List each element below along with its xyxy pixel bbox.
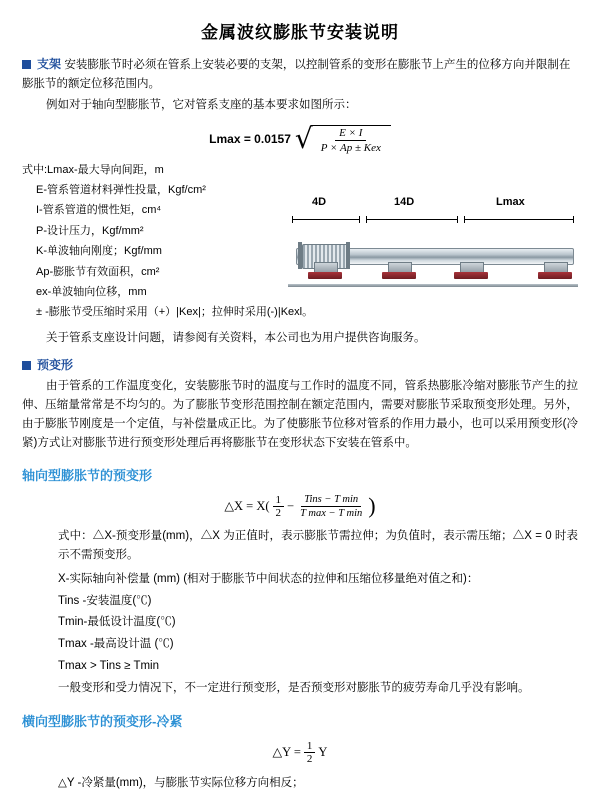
- formula-axial-half-num: 1: [273, 494, 285, 507]
- heading-lateral-predeform: 横向型膨胀节的预变形-冷紧: [22, 713, 183, 729]
- formula-lmax-sqrt: [294, 121, 391, 155]
- section-lateral-where: △Y -冷紧量(mm)，与膨胀节实际位移方向相反；: [58, 776, 304, 789]
- section-predeform-para1: 由于管系的工作温度变化，安装膨胀节时的温度与工作时的温度不同，管系热膨胀冷缩对膨胀节产生的拉伸、压缩量常常是不均匀的。为了膨胀节变形范围控制在额定范围内，需要对膨胀节采取预变形处理。另外，由于膨胀节刚度是一个定值，与补偿量成正比。为了使膨胀节位移对管系的作用力最小，也可以采用预变形(冷紧)方式让对膨胀节进行预变形处理后再将膨胀节在变形状态下安装在管系中。: [22, 379, 578, 449]
- figure-label-lmax: Lmax: [496, 196, 525, 208]
- legend-line: I-管系管道的惯性矩，cm⁴: [36, 204, 162, 217]
- formula-axial-predeform: [22, 494, 578, 519]
- section-axial-note: 一般变形和受力情况下，不一定进行预变形，是否预变形对膨胀节的疲劳寿命几乎没有影响。: [58, 681, 530, 694]
- formula-lmax: [22, 121, 578, 155]
- section-support-para2: 例如对于轴向型膨胀节，它对管系支座的基本要求如图所示：: [46, 98, 357, 111]
- page-title: 金属波纹膨胀节安装说明: [201, 23, 399, 43]
- legend-line: P-设计压力，Kgf/mm²: [36, 224, 144, 237]
- formula-axial-lhs: △X = X(: [224, 499, 270, 514]
- section-support-para1: 安装膨胀节时必须在管系上安装必要的支架，以控制管系的变形在膨胀节上产生的位移方向并限制在膨胀节的额定位移范围内。: [22, 59, 571, 91]
- formula-axial-fraction: [297, 494, 365, 519]
- formula-axial-half-den: 2: [275, 506, 282, 519]
- formula-lateral-half-num: 1: [304, 740, 316, 753]
- legend-line: ex-单波轴向位移，mm: [36, 285, 147, 298]
- formula-lateral-predeform: [22, 740, 578, 765]
- radical-icon: √: [294, 121, 313, 155]
- pipe-support: [538, 262, 572, 284]
- formula-axial-frac-den: T max − T min: [300, 507, 363, 519]
- section-axial-where: 式中：△X-预变形量(mm)，△X 为正值时，表示膨胀节需拉伸；为负值时，表示需压缩；△X = 0 时表示不需预变形。: [58, 529, 578, 561]
- formula-lmax-numerator: E × I: [335, 127, 366, 141]
- legend-line: ± -膨胀节受压缩时采用（+）|Kex|；拉伸时采用(-)|Kexl。: [36, 306, 314, 319]
- dimension-line: [292, 219, 360, 220]
- section-heading-support-label: 支架: [37, 57, 62, 72]
- list-item: Tmin-最低设计温度(℃): [58, 616, 176, 629]
- figure-label-14d: 14D: [394, 196, 415, 208]
- support-base: [308, 272, 342, 279]
- list-item: Tmax > Tins ≥ Tmin: [58, 660, 159, 673]
- section-heading-predeform: [22, 356, 578, 375]
- formula-lateral-lhs: △Y =: [272, 745, 301, 760]
- pipe-support: [382, 262, 416, 284]
- legend-line: 式中:Lmax-最大导向间距，m: [22, 163, 164, 176]
- section-heading-predeform-label: 预变形: [37, 357, 74, 372]
- list-item: Tmax -最高设计温 (℃): [58, 638, 174, 651]
- section-heading-support: [22, 55, 578, 94]
- pipe-support: [454, 262, 488, 284]
- formula-lateral-rhs: Y: [318, 744, 328, 759]
- list-item: X-实际轴向补偿量 (mm) (相对于膨胀节中间状态的拉伸和压缩位移量绝对值之和)：: [58, 572, 479, 585]
- formula-axial-minus: −: [287, 498, 295, 513]
- support-note: 关于管系支座设计问题，请参阅有关资料，本公司也为用户提供咨询服务。: [46, 331, 426, 344]
- flange: [298, 242, 302, 269]
- figure-labels: [288, 196, 578, 214]
- legend-line: Ap-膨胀节有效面积，cm²: [36, 265, 160, 278]
- ground-line: [288, 284, 578, 287]
- support-base: [382, 272, 416, 279]
- formula-lateral-half-den: 2: [306, 752, 313, 765]
- list-item: Tins -安装温度(℃): [58, 594, 152, 607]
- figure-pipe-drawing: [288, 226, 578, 300]
- support-base: [454, 272, 488, 279]
- formula-axial-frac-num: Tins − T min: [301, 494, 361, 507]
- blue-square-bullet-icon: [22, 361, 31, 370]
- figure-label-4d: 4D: [312, 196, 327, 208]
- legend-line: E-管系管道材料弹性投量，Kgf/cm²: [36, 184, 206, 197]
- figure-dimension-lines: [288, 214, 578, 224]
- flange: [346, 242, 350, 269]
- formula-axial-half: [273, 494, 285, 519]
- figure-axial-expansion-joint: [288, 196, 578, 300]
- formula-lmax-denominator: P × Ap ± Kex: [320, 141, 381, 154]
- formula-lmax-lhs: Lmax = 0.0157: [209, 132, 291, 147]
- legend-block: [22, 160, 314, 323]
- heading-axial-predeform: 轴向型膨胀节的预变形: [22, 467, 153, 483]
- support-base: [538, 272, 572, 279]
- pipe-support: [308, 262, 342, 284]
- dimension-line: [464, 219, 574, 220]
- dimension-line: [366, 219, 458, 220]
- formula-lateral-half: [304, 740, 316, 765]
- blue-square-bullet-icon: [22, 60, 31, 69]
- formula-axial-rparen: ): [368, 493, 376, 519]
- legend-line: K-单波轴向刚度；Kgf/mm: [36, 245, 162, 258]
